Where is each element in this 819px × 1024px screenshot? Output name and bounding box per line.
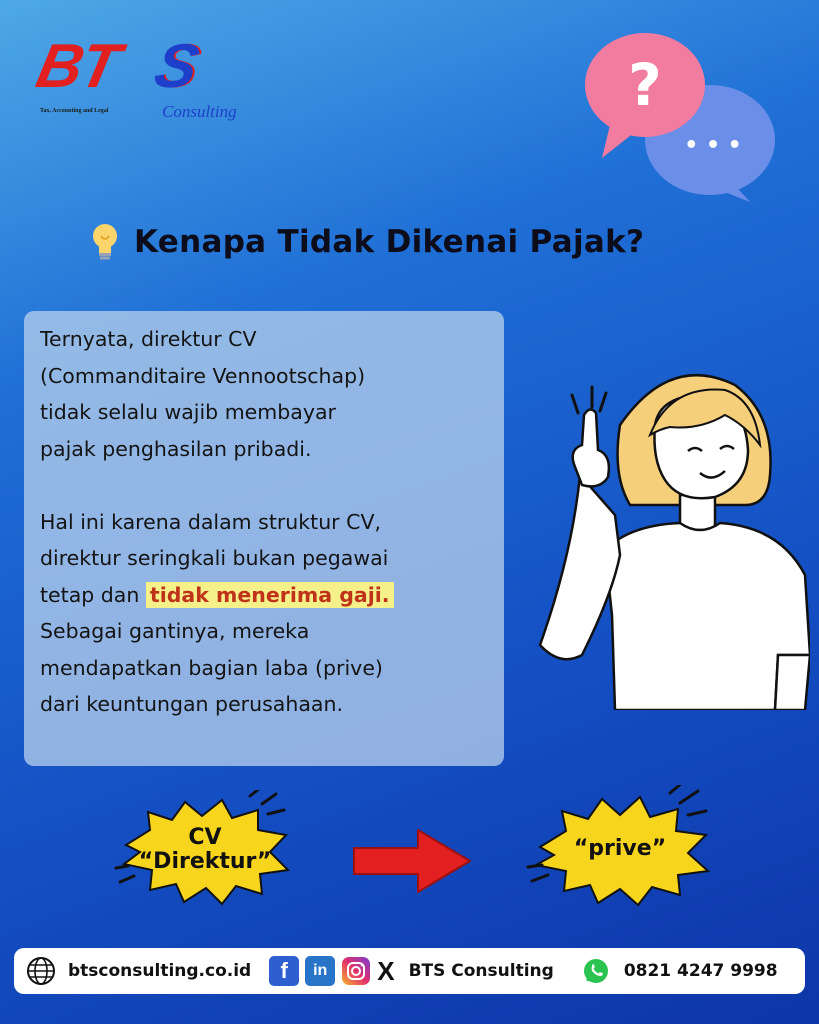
logo-bt-text: BT [30,32,125,101]
page-title: Kenapa Tidak Dikenai Pajak? [134,224,645,260]
phone-number[interactable]: 0821 4247 9998 [623,961,778,981]
badge-right-text: “prive” [573,836,667,861]
whatsapp-icon[interactable] [582,957,610,985]
card-line: Sebagai gantinya, mereka [40,619,310,643]
badge-left-line2: “Direktur” [138,849,272,874]
highlighted-phrase: tidak menerima gaji. [146,582,394,608]
lightbulb-icon [90,222,120,262]
card-line: direktur seringkali bukan pegawai [40,546,389,570]
card-line: pajak penghasilan pribadi. [40,436,312,461]
card-line: Hal ini karena dalam struktur CV, [40,509,381,534]
card-line: (Commanditaire Vennootschap) [40,363,366,388]
facebook-icon[interactable]: f [269,956,299,986]
website-link[interactable]: btsconsulting.co.id [68,961,252,981]
logo-s-text: S [148,32,205,101]
brand-logo [30,32,248,126]
badge-cv-direktur [110,790,300,910]
ellipsis-dots: • • • [684,133,742,158]
card-line-prefix: tetap dan [40,582,140,607]
footer-bar [14,948,805,994]
speech-bubbles-icon [580,30,780,205]
badge-prive [520,785,720,910]
instagram-icon[interactable] [341,956,371,986]
globe-icon [26,956,56,986]
card-line: Ternyata, direktur CV [40,327,257,351]
card-line: tidak selalu wajib membayar [40,400,336,424]
page-heading [90,217,770,267]
logo-tagline: Tax, Accounting and Legal [40,108,109,114]
social-account-name: BTS Consulting [408,961,554,981]
right-arrow-icon [350,826,475,896]
badge-left-line1: CV [188,825,222,850]
card-line: mendapatkan bagian laba (prive) [40,655,383,680]
card-line: dari keuntungan perusahaan. [40,692,343,716]
explanation-card [24,311,504,766]
question-mark: ? [628,51,662,119]
card-line-highlight-row [40,577,494,614]
logo-consulting: Consulting [162,102,237,121]
person-pointing-illustration [520,355,810,710]
linkedin-icon[interactable]: in [305,956,335,986]
x-icon[interactable]: X [377,955,395,986]
